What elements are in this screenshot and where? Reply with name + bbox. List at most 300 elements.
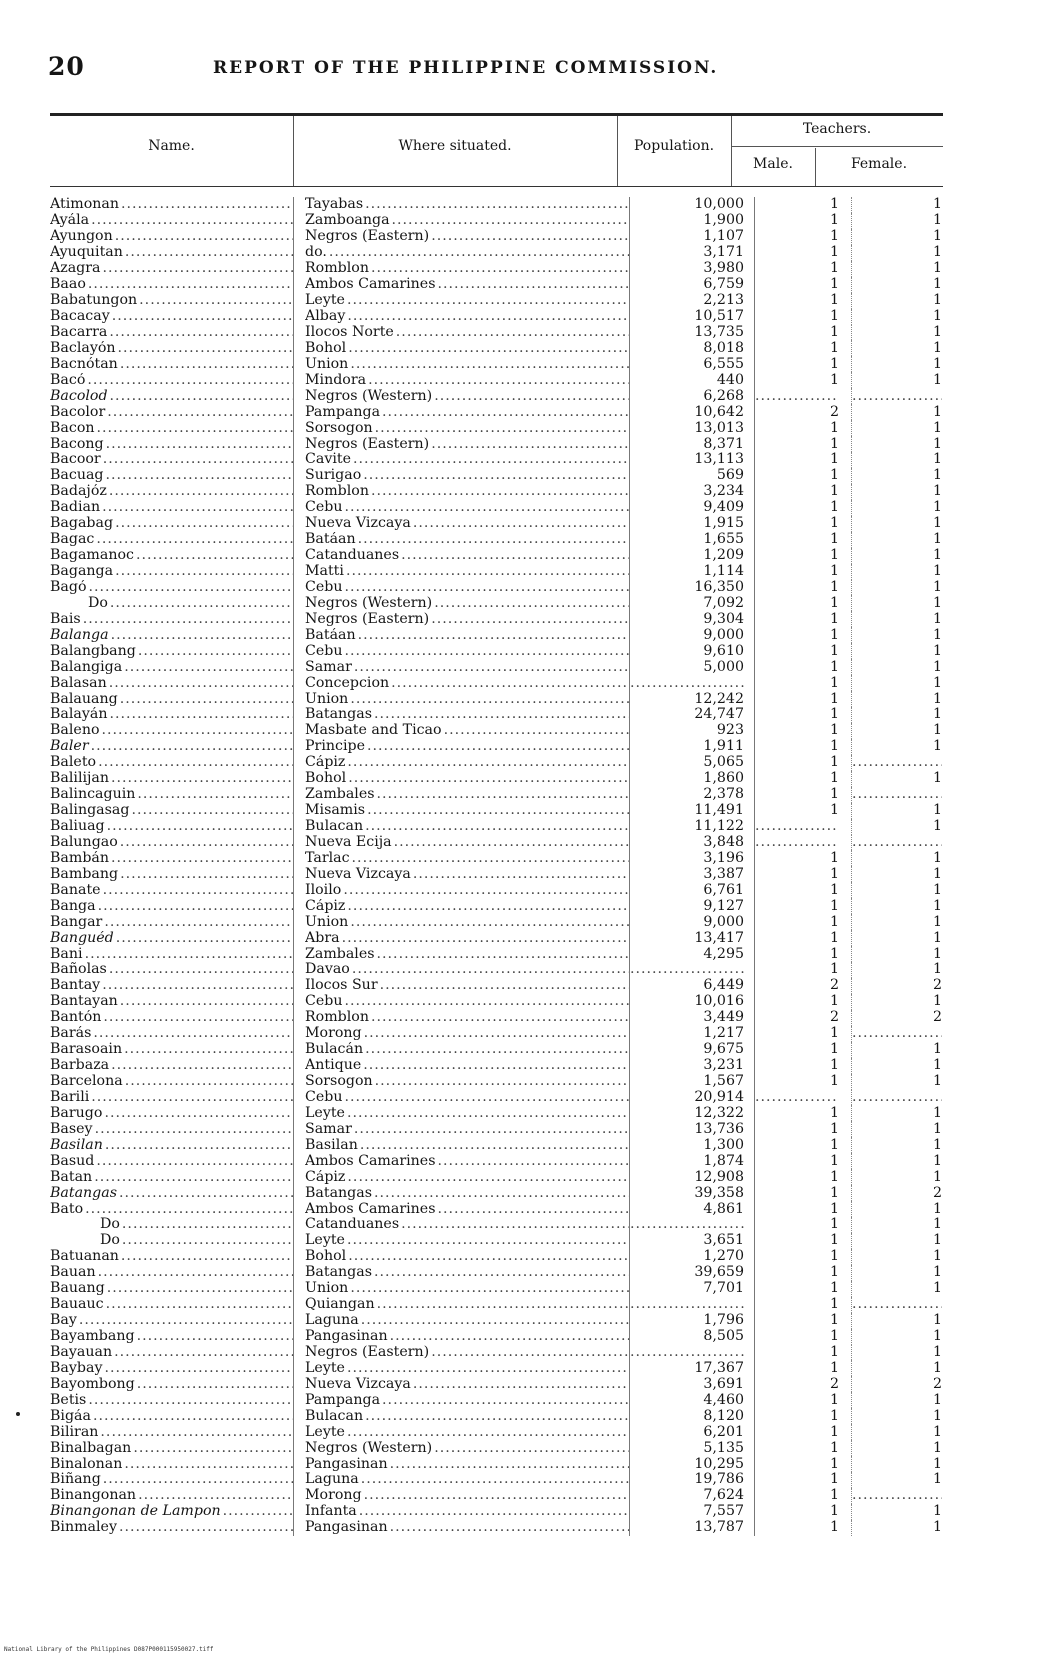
- leader-dots: [107, 819, 293, 834]
- place-province: Sorsogon: [305, 420, 373, 436]
- cell-where: [294, 1345, 630, 1361]
- leader-dots: [365, 197, 629, 212]
- cell-female-teachers: 1: [932, 356, 942, 372]
- cell-name: [50, 197, 294, 213]
- cell-where: [294, 1281, 630, 1297]
- leader-dots: [344, 580, 629, 595]
- scan-footer: National Library of the Philippines D087P000115950027.tiff: [4, 1646, 214, 1653]
- table-row: [50, 245, 952, 261]
- leader-dots: [110, 707, 294, 722]
- table-row: [50, 1026, 952, 1042]
- cell-male-teachers: 1: [755, 994, 852, 1010]
- cell-where: [294, 803, 630, 819]
- place-province: Bulacan: [305, 1408, 364, 1424]
- cell-male-teachers: 1: [755, 372, 852, 388]
- leader-dots: [377, 947, 629, 962]
- table-row: [50, 197, 952, 213]
- cell-population: 12,908: [630, 1169, 755, 1185]
- cell-where: [294, 898, 630, 914]
- place-name: Bagabag: [50, 516, 114, 532]
- cell-male-teachers: 1: [755, 340, 852, 356]
- margin-mark: [16, 1412, 20, 1416]
- cell-male-teachers: 1: [755, 309, 852, 325]
- cell-name: [50, 1169, 294, 1185]
- cell-population: 1,915: [630, 516, 755, 532]
- cell-population: 13,113: [630, 452, 755, 468]
- leader-dots: [347, 1233, 629, 1248]
- cell-where: [294, 500, 630, 516]
- cell-where: [294, 595, 630, 611]
- leader-dots: [352, 851, 629, 866]
- cell-where: [294, 532, 630, 548]
- place-province: Romblon: [305, 484, 369, 500]
- cell-female-teachers: 1: [932, 1312, 942, 1329]
- place-province: Nueva Vizcaya: [305, 516, 411, 532]
- cell-male-teachers: 1: [755, 1472, 852, 1488]
- table-row: [50, 1090, 952, 1106]
- cell-name: [50, 1265, 294, 1281]
- leader-dots: [139, 293, 293, 308]
- cell-male-teachers: 1: [755, 468, 852, 484]
- leader-dots: [109, 962, 293, 977]
- leader-dots: [111, 1058, 293, 1073]
- leader-dots: [375, 421, 629, 436]
- cell-name: [50, 723, 294, 739]
- place-name: Bay: [50, 1313, 77, 1329]
- cell-population: 10,016: [630, 994, 755, 1010]
- table-row: [50, 1185, 952, 1201]
- place-province: Principe: [305, 739, 365, 755]
- place-province: Masbate and Ticao: [305, 723, 442, 739]
- place-province: Bohol: [305, 340, 347, 356]
- leader-dots: [98, 755, 293, 770]
- cell-where: [294, 213, 630, 229]
- place-province: Ambos Camarines: [305, 277, 436, 293]
- cell-name: [50, 245, 294, 261]
- leader-dots: [109, 484, 293, 499]
- cell-name: [50, 468, 294, 484]
- leader-dots: [110, 596, 293, 611]
- cell-population: 11,122: [630, 819, 755, 835]
- cell-female-teachers: 1: [932, 228, 942, 245]
- place-name: Barcelona: [50, 1074, 123, 1090]
- leader-dots: [392, 213, 629, 228]
- leader-dots: [342, 931, 629, 946]
- cell-where: [294, 404, 630, 420]
- cell-where: [294, 548, 630, 564]
- cell-male-teachers: 1: [755, 197, 852, 213]
- leader-dots: [104, 1106, 293, 1121]
- cell-female-teachers: 1: [932, 930, 942, 946]
- leader-dots: [105, 1138, 293, 1153]
- table-row: [50, 1137, 952, 1153]
- cell-population: 24,747: [630, 707, 755, 723]
- leader-dots: [106, 1297, 293, 1312]
- place-name: Balungao: [50, 834, 118, 850]
- cell-male-teachers: 1: [755, 739, 852, 755]
- place-name: Balayán: [50, 707, 108, 723]
- cell-where: [294, 1217, 630, 1233]
- place-name: Balingasag: [50, 803, 130, 819]
- place-name: Balauang: [50, 691, 118, 707]
- table-row: [50, 1153, 952, 1169]
- cell-where: [294, 787, 630, 803]
- leader-dots: [96, 1154, 293, 1169]
- table-row: [50, 930, 952, 946]
- leader-dots: [122, 1217, 293, 1232]
- table-row: [50, 1360, 952, 1376]
- cell-population: 3,196: [630, 850, 755, 866]
- leader-dots: [120, 692, 293, 707]
- place-name: Banga: [50, 898, 96, 914]
- place-name: Bacong: [50, 436, 104, 452]
- cell-female-teachers: 1: [932, 1472, 942, 1488]
- cell-where: [294, 659, 630, 675]
- cell-population: 4,861: [630, 1201, 755, 1217]
- leader-dots: [444, 723, 629, 738]
- leader-dots: [343, 883, 629, 898]
- cell-population: 3,387: [630, 866, 755, 882]
- leader-dots: [434, 1441, 629, 1456]
- table-row: [50, 452, 952, 468]
- cell-name: [50, 277, 294, 293]
- cell-name: [50, 1042, 294, 1058]
- place-province: Tarlac: [305, 850, 350, 866]
- cell-where: [294, 1297, 630, 1313]
- cell-name: [50, 835, 294, 851]
- cell-population: 2,213: [630, 293, 755, 309]
- cell-male-teachers: 1: [755, 356, 852, 372]
- table-row: [50, 994, 952, 1010]
- place-province: Cebu: [305, 643, 343, 659]
- blank-dots: [852, 389, 942, 404]
- cell-population: 7,701: [630, 1281, 755, 1297]
- place-province: Cápiz: [305, 898, 346, 914]
- cell-name: [50, 325, 294, 341]
- place-province: Batangas: [305, 1265, 373, 1281]
- table-row: [50, 771, 952, 787]
- cell-name: [50, 691, 294, 707]
- cell-where: [294, 1249, 630, 1265]
- table-row: [50, 1105, 952, 1121]
- place-province: Cápiz: [305, 1169, 346, 1185]
- table-row: [50, 707, 952, 723]
- cell-female-teachers: 2: [932, 1009, 942, 1026]
- leader-dots: [434, 596, 629, 611]
- cell-male-teachers: 1: [755, 1408, 852, 1424]
- leader-dots: [431, 229, 629, 244]
- place-province: Union: [305, 691, 349, 707]
- table-row: [50, 484, 952, 500]
- cell-male-teachers: 1: [755, 866, 852, 882]
- leader-dots: [358, 628, 629, 643]
- cell-female-teachers: 1: [932, 691, 942, 707]
- place-province: Abra: [305, 930, 340, 946]
- blank-dots: [852, 1090, 942, 1105]
- cell-population: 3,231: [630, 1058, 755, 1074]
- table-row: [50, 803, 952, 819]
- table-row: [50, 1520, 952, 1536]
- place-name: Bangar: [50, 914, 103, 930]
- cell-population: 923: [630, 723, 755, 739]
- cell-where: [294, 436, 630, 452]
- place-name: Basilan: [50, 1137, 103, 1153]
- table-row: [50, 1440, 952, 1456]
- leader-dots: [329, 245, 629, 260]
- place-province: Davao: [305, 962, 350, 978]
- leader-dots: [91, 739, 293, 754]
- place-name: Baganga: [50, 564, 114, 580]
- cell-male-teachers: 1: [755, 627, 852, 643]
- cell-female-teachers: 1: [932, 866, 942, 882]
- cell-male-teachers: 1: [755, 1185, 852, 1201]
- cell-where: [294, 516, 630, 532]
- cell-population: 7,557: [630, 1504, 755, 1520]
- leader-dots: [363, 1058, 629, 1073]
- place-province: Samar: [305, 659, 352, 675]
- leader-dots: [120, 357, 293, 372]
- table-row: [50, 1345, 952, 1361]
- cell-female-teachers: 1: [932, 531, 942, 548]
- cell-name: [50, 340, 294, 356]
- cell-female-teachers: 1: [932, 1169, 942, 1185]
- leader-dots: [111, 851, 293, 866]
- place-province: Sorsogon: [305, 1074, 373, 1090]
- place-name: Batangas: [50, 1185, 118, 1201]
- cell-name: [50, 516, 294, 532]
- leader-dots: [106, 437, 293, 452]
- cell-male-teachers: 1: [755, 962, 852, 978]
- table-row: [50, 1074, 952, 1090]
- place-province: Catanduanes: [305, 548, 400, 564]
- cell-name: [50, 1313, 294, 1329]
- table-row: [50, 1201, 952, 1217]
- place-name: Baliuag: [50, 819, 105, 835]
- leader-dots: [137, 1377, 293, 1392]
- cell-where: [294, 1488, 630, 1504]
- place-province: Union: [305, 356, 349, 372]
- cell-male-teachers: [755, 388, 852, 404]
- cell-male-teachers: 1: [755, 1424, 852, 1440]
- leader-dots: [111, 771, 293, 786]
- cell-female-teachers: 1: [932, 802, 942, 819]
- place-province: Pangasinan: [305, 1456, 388, 1472]
- table-row: [50, 946, 952, 962]
- cell-male-teachers: 1: [755, 691, 852, 707]
- cell-male-teachers: 2: [755, 404, 852, 420]
- place-name: Bantayan: [50, 994, 118, 1010]
- leader-dots: [137, 1329, 293, 1344]
- place-province: Leyte: [305, 1360, 345, 1376]
- cell-male-teachers: 1: [755, 1488, 852, 1504]
- leader-dots: [368, 373, 629, 388]
- leader-dots: [365, 1042, 629, 1057]
- place-name: Basey: [50, 1121, 93, 1137]
- cell-population: [630, 962, 755, 978]
- cell-male-teachers: 1: [755, 1233, 852, 1249]
- place-name: Bigáa: [50, 1408, 91, 1424]
- leader-dots: [98, 899, 293, 914]
- cell-male-teachers: 1: [755, 914, 852, 930]
- cell-male-teachers: 1: [755, 675, 852, 691]
- place-province: Surigao: [305, 468, 362, 484]
- cell-male-teachers: 1: [755, 882, 852, 898]
- cell-where: [294, 293, 630, 309]
- blank-dots: [852, 1026, 942, 1041]
- cell-population: 13,787: [630, 1520, 755, 1536]
- cell-name: [50, 1090, 294, 1106]
- cell-where: [294, 580, 630, 596]
- place-name: Baclayón: [50, 340, 116, 356]
- leader-dots: [377, 1297, 629, 1312]
- place-name: Bani: [50, 946, 83, 962]
- cell-population: 6,268: [630, 388, 755, 404]
- table-row: [50, 1504, 952, 1520]
- place-province: Ambos Camarines: [305, 1201, 436, 1217]
- leader-dots: [125, 1074, 293, 1089]
- cell-male-teachers: 1: [755, 1313, 852, 1329]
- cell-population: 6,201: [630, 1424, 755, 1440]
- leader-dots: [122, 1233, 293, 1248]
- cell-population: 569: [630, 468, 755, 484]
- cell-where: [294, 388, 630, 404]
- cell-where: [294, 564, 630, 580]
- place-name: Azagra: [50, 261, 101, 277]
- place-name: Bacnótan: [50, 356, 118, 372]
- cell-where: [294, 340, 630, 356]
- place-name: Balilijan: [50, 771, 110, 787]
- cell-female-teachers: 1: [932, 611, 942, 627]
- leader-dots: [374, 707, 629, 722]
- cell-where: [294, 1121, 630, 1137]
- cell-female-teachers: 1: [932, 818, 942, 835]
- cell-name: [50, 388, 294, 404]
- place-name: Atimonan: [50, 197, 119, 213]
- place-name: Barasoain: [50, 1042, 123, 1058]
- place-province: Bulacan: [305, 819, 364, 835]
- cell-female-teachers: 1: [932, 1248, 942, 1265]
- leader-dots: [391, 676, 629, 691]
- leader-dots: [347, 309, 629, 324]
- cell-population: 19,786: [630, 1472, 755, 1488]
- leader-dots: [375, 1074, 629, 1089]
- cell-population: 3,980: [630, 261, 755, 277]
- cell-name: [50, 755, 294, 771]
- cell-where: [294, 1233, 630, 1249]
- place-name: Binangonan de Lampon: [50, 1504, 221, 1520]
- cell-male-teachers: 1: [755, 261, 852, 277]
- cell-female-teachers: 1: [932, 1392, 942, 1408]
- cell-name: [50, 866, 294, 882]
- cell-female-teachers: 1: [932, 962, 942, 978]
- cell-male-teachers: 1: [755, 548, 852, 564]
- place-province: Zambales: [305, 787, 375, 803]
- place-province: Leyte: [305, 1233, 345, 1249]
- table-row: [50, 1408, 952, 1424]
- cell-female-teachers: 1: [932, 993, 942, 1010]
- cell-male-teachers: [755, 835, 852, 851]
- cell-where: [294, 707, 630, 723]
- cell-name: [50, 930, 294, 946]
- col-where: Where situated.: [398, 138, 512, 154]
- cell-name: [50, 643, 294, 659]
- cell-female-teachers: 1: [932, 770, 942, 787]
- cell-name: [50, 1217, 294, 1233]
- leader-dots: [434, 389, 629, 404]
- cell-where: [294, 1313, 630, 1329]
- table-row: [50, 293, 952, 309]
- cell-female-teachers: 1: [932, 643, 942, 659]
- cell-female-teachers: 1: [932, 1232, 942, 1249]
- cell-population: [630, 1217, 755, 1233]
- table-row: [50, 914, 952, 930]
- cell-population: 5,000: [630, 659, 755, 675]
- leader-dots: [121, 197, 293, 212]
- cell-name: [50, 1488, 294, 1504]
- blank-dots: [755, 835, 839, 850]
- cell-population: 13,735: [630, 325, 755, 341]
- leader-dots: [104, 1361, 293, 1376]
- table-row: [50, 723, 952, 739]
- cell-female-teachers: 1: [932, 452, 942, 468]
- leader-dots: [350, 915, 629, 930]
- place-province: Batáan: [305, 627, 356, 643]
- cell-female-teachers: [852, 1297, 953, 1313]
- table-row: [50, 500, 952, 516]
- cell-where: [294, 930, 630, 946]
- table-row: [50, 1376, 952, 1392]
- cell-where: [294, 866, 630, 882]
- leader-dots: [102, 500, 293, 515]
- cell-female-teachers: 1: [932, 1519, 942, 1536]
- place-province: Cebu: [305, 500, 343, 516]
- place-province: Nueva Vizcaya: [305, 866, 411, 882]
- place-province: Negros (Eastern): [305, 229, 430, 245]
- leader-dots: [103, 1472, 293, 1487]
- place-name: Balasan: [50, 675, 107, 691]
- place-name: Batuanan: [50, 1249, 119, 1265]
- cell-female-teachers: 1: [932, 1217, 942, 1233]
- place-name: Balincaguin: [50, 787, 136, 803]
- place-name: Bauan: [50, 1265, 96, 1281]
- cell-population: 7,092: [630, 595, 755, 611]
- cell-population: 1,796: [630, 1313, 755, 1329]
- cell-male-teachers: 1: [755, 946, 852, 962]
- cell-population: 1,874: [630, 1153, 755, 1169]
- cell-where: [294, 962, 630, 978]
- cell-female-teachers: 1: [932, 850, 942, 866]
- leader-dots: [380, 978, 629, 993]
- cell-male-teachers: 1: [755, 245, 852, 261]
- leader-dots: [85, 1202, 293, 1217]
- place-province: Mindora: [305, 372, 367, 388]
- cell-female-teachers: 1: [932, 1201, 942, 1217]
- table-row: [50, 340, 952, 356]
- cell-male-teachers: 2: [755, 978, 852, 994]
- leader-dots: [120, 867, 293, 882]
- leader-dots: [95, 1122, 293, 1137]
- cell-female-teachers: 1: [932, 324, 942, 340]
- table-row: [50, 532, 952, 548]
- leader-dots: [114, 1345, 293, 1360]
- place-province: Concepcion: [305, 675, 390, 691]
- cell-male-teachers: 1: [755, 500, 852, 516]
- cell-where: [294, 1392, 630, 1408]
- cell-where: [294, 309, 630, 325]
- place-name: Bantón: [50, 1010, 102, 1026]
- cell-where: [294, 819, 630, 835]
- cell-where: [294, 755, 630, 771]
